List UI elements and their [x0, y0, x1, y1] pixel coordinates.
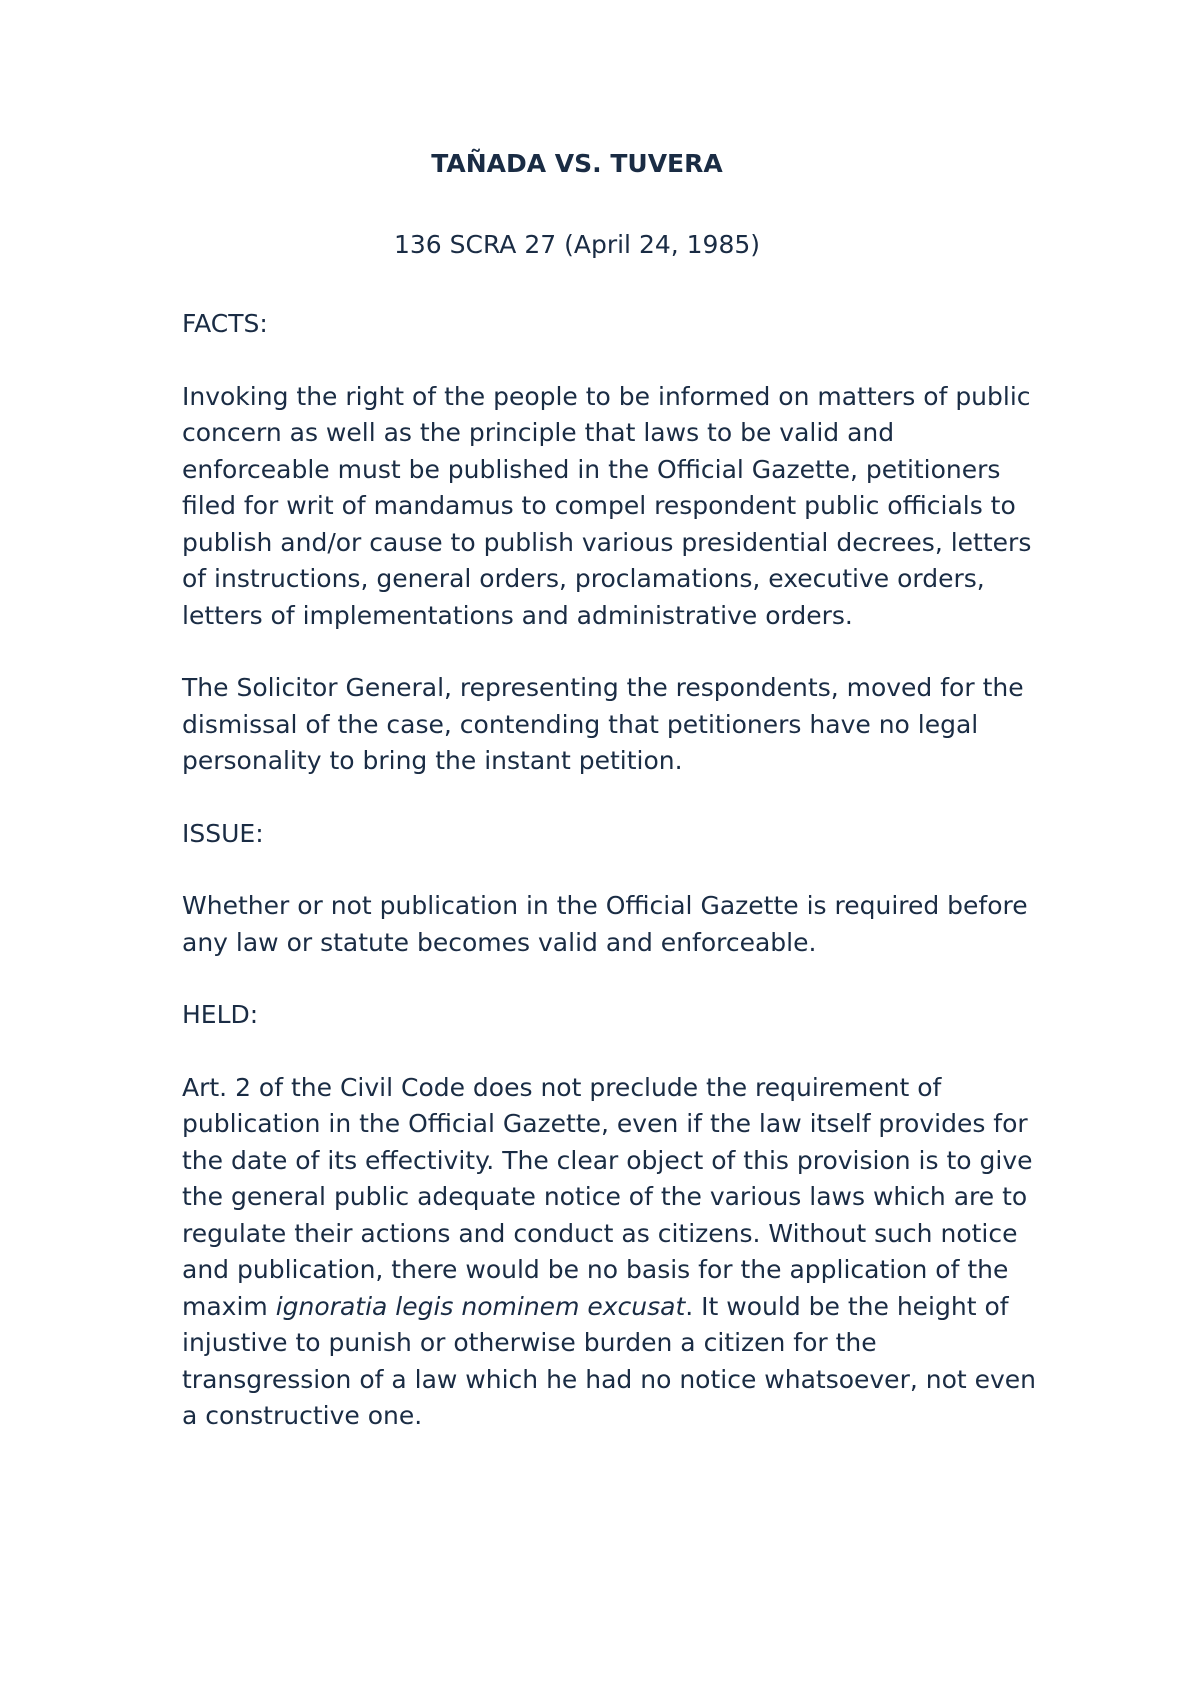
- held-paragraph: [182, 1070, 1042, 1435]
- facts-heading: FACTS:: [182, 309, 268, 338]
- issue-paragraph: Whether or not publication in the Official Gazette is required before any law or statute becomes valid and enforceable.: [182, 891, 1028, 957]
- facts-paragraph-2: The Solicitor General, representing the respondents, moved for the dismissal of the case, contending that petitioners have no legal personality to bring the instant petition.: [182, 673, 1024, 775]
- case-title: TAÑADA VS. TUVERA: [431, 149, 723, 178]
- facts-paragraph-1: Invoking the right of the people to be informed on matters of public concern as well as the principle that laws to be valid and enforceable must be published in the Official Gazette, petitioners filed for writ of mandamus to compel respondent public officials to publish and/or cause to publish various presidential decrees, letters of instructions, general orders, proclamations, executive orders, letters of implementations and administrative orders.: [182, 381, 1032, 630]
- latin-maxim: ignoratia legis nominem excusat: [275, 1291, 686, 1321]
- case-citation: 136 SCRA 27 (April 24, 1985): [393, 229, 761, 259]
- document-body: [182, 146, 1042, 1435]
- held-text-part-1: Art. 2 of the Civil Code does not preclude the requirement of publication in the Official Gazette, even if the law itself provides for the date of its effectivity. The clear object of this provision is to give the general public adequate notice of the various laws which are to regulate their actions and conduct as citizens. Without such notice and publication, there would be no basis for the application of the maxim: [182, 1072, 1033, 1321]
- issue-heading: ISSUE:: [182, 818, 264, 848]
- held-text-part-2: . It would be the height of injustive to punish or otherwise burden a citizen for the transgression of a law which he had no notice whatsoever, not even a constructive one.: [182, 1291, 1037, 1430]
- held-heading: HELD:: [182, 1000, 259, 1029]
